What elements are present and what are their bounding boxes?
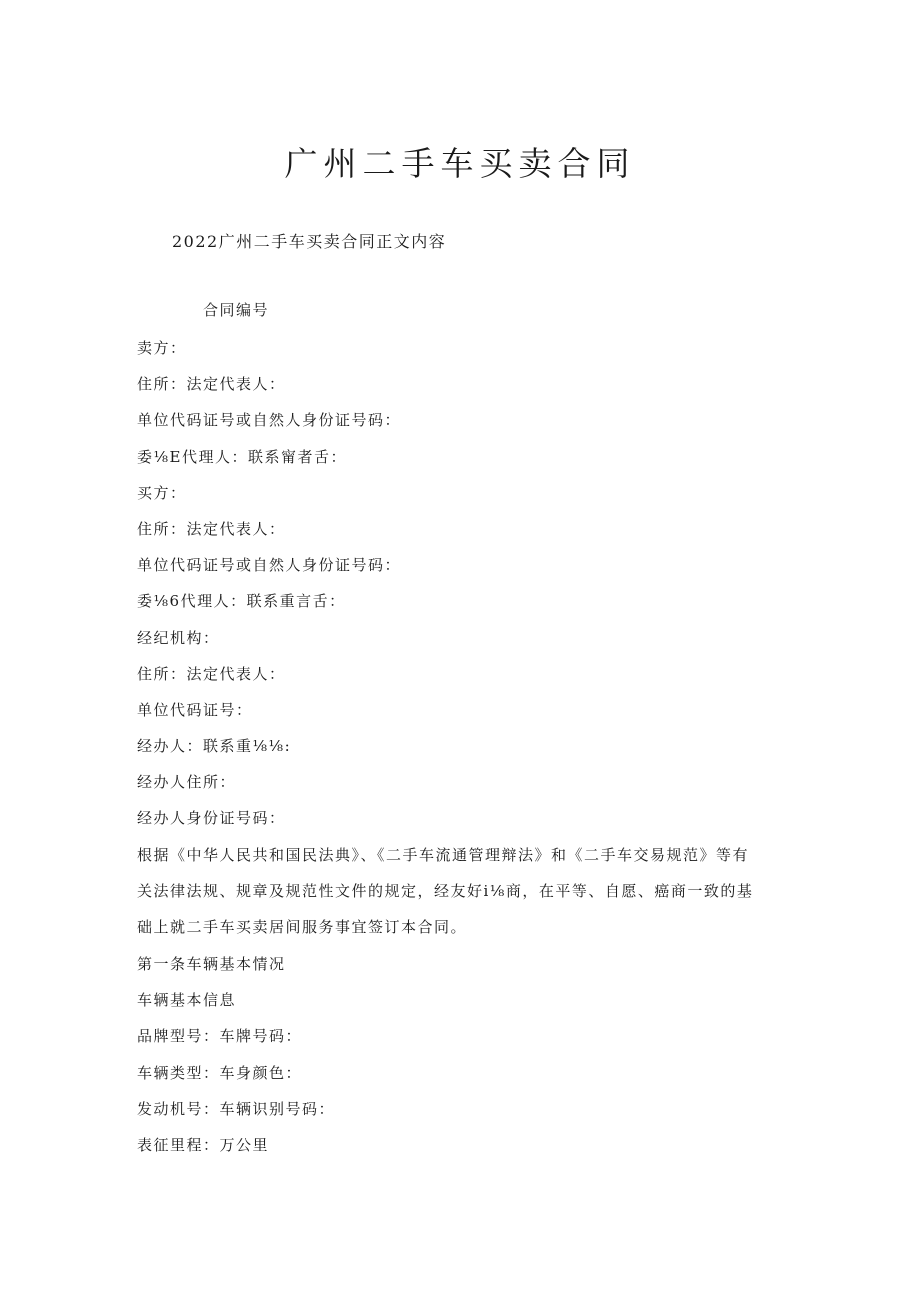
paragraph-line: 关法律法规、规章及规范性文件的规定，经友好i⅛商，在平等、自愿、癌商一致的基 [137,882,754,901]
brand-plate-line: 品牌型号：车牌号码： [137,1027,303,1046]
buyer-agent-line: 委⅛6代理人：联系重言舌： [137,592,346,611]
document-title: 广州二手车买卖合同 [284,144,636,183]
handler-id-line: 经办人身份证号码： [137,809,286,828]
article-one-heading: 第一条车辆基本情况 [137,955,286,973]
seller-line: 卖方： [137,339,187,357]
handler-line: 经办人：联系重⅛⅛: [137,737,292,756]
party-info-list [137,336,787,843]
buyer-address-line: 住所：法定代表人： [137,519,286,538]
broker-address-line: 住所：法定代表人： [137,664,286,683]
broker-code-line: 单位代码证号： [137,700,253,719]
seller-address-line: 住所：法定代表人： [137,375,286,394]
type-color-line: 车辆类型：车身颜色： [137,1063,303,1082]
paragraph-line: 础上就二手车买卖居间服务事宜签订本合同。 [137,918,468,937]
document-subtitle: 2022广州二手车买卖合同正文内容 [172,232,447,251]
buyer-id-line: 单位代码证号或自然人身份证号码： [137,556,402,575]
seller-agent-line: 委⅛E代理人：联系甯者舌： [137,447,347,466]
seller-id-line: 单位代码证号或自然人身份证号码： [137,411,402,430]
vehicle-info-list [137,952,787,1169]
engine-vin-line: 发动机号：车辆识别号码： [137,1099,336,1118]
buyer-line: 买方： [137,483,187,502]
handler-address-line: 经办人住所： [137,773,237,792]
preamble-paragraph [137,843,787,952]
broker-line: 经纪机构： [137,628,220,647]
mileage-line: 表征里程：万公里 [137,1135,270,1154]
contract-number-label: 合同编号 [203,301,270,319]
paragraph-line: 根据《中华人民共和国民法典》、《二手车流通管理辩法》和《二手车交易规范》等有 [137,846,750,864]
vehicle-basic-info-heading: 车辆基本信息 [137,991,237,1010]
